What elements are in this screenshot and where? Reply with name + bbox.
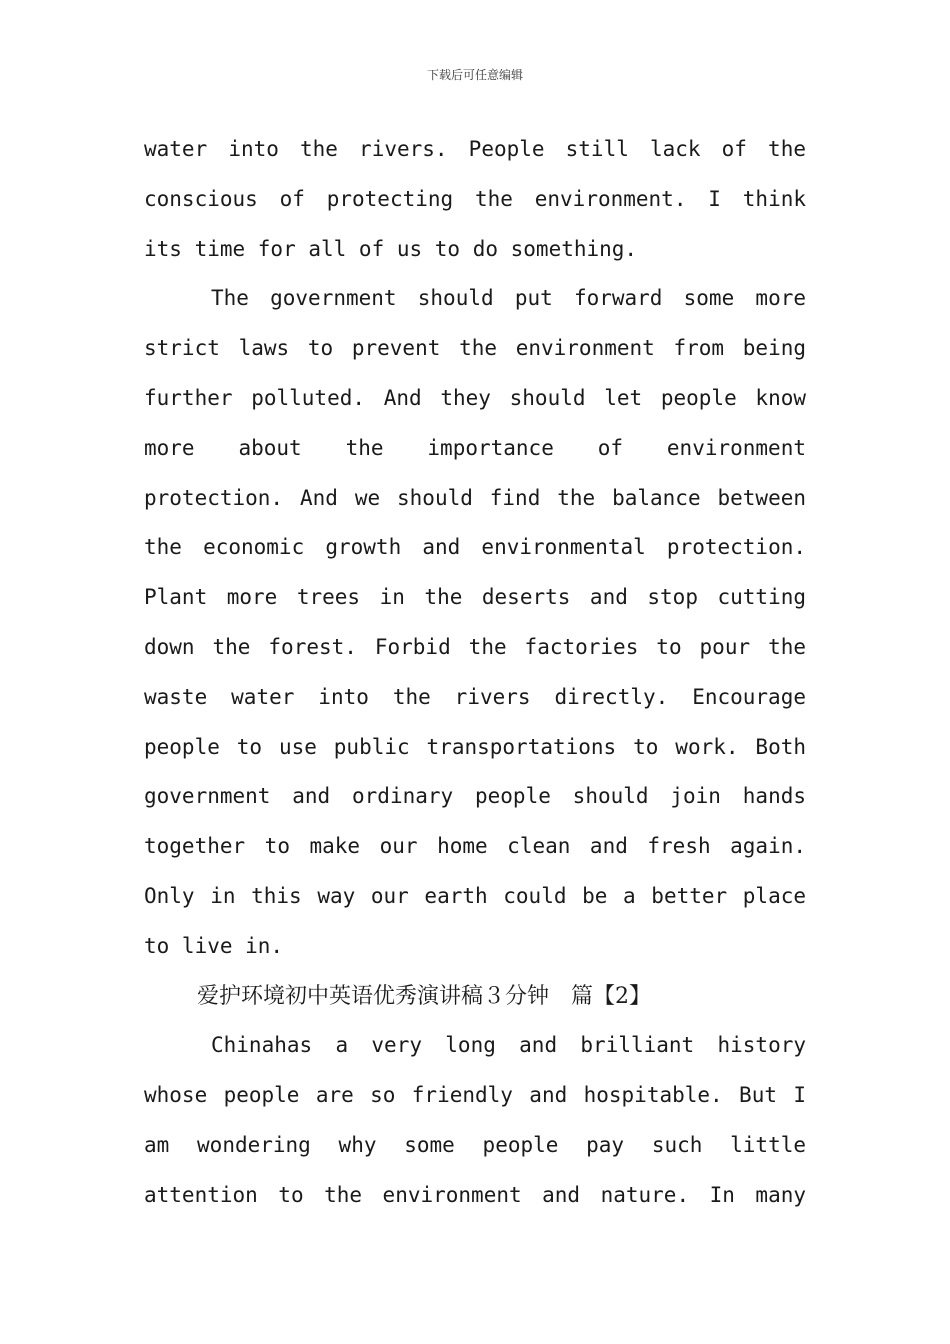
text-line: Only in this way our earth could be a better place [144, 883, 806, 908]
text-line: to live in. [144, 933, 284, 958]
text-line: more about the importance of environment [144, 435, 806, 460]
paragraph-2 [144, 274, 806, 971]
text-line: strict laws to prevent the environment from being [144, 336, 806, 361]
text-line: further polluted. And they should let people know [144, 385, 806, 410]
text-line: the economic growth and environmental protection. [144, 535, 806, 560]
text-line: protection. And we should find the balance between [144, 485, 806, 510]
text-line: government and ordinary people should join hands [144, 784, 806, 809]
text-line: The government should put forward some more [211, 286, 806, 311]
paragraph-1 [144, 125, 806, 274]
document-body [144, 125, 806, 1221]
text-line: water into the rivers. People still lack of the [144, 137, 806, 161]
section-heading: 爱护环境初中英语优秀演讲稿３分钟 篇【2】 [197, 983, 651, 1009]
page-header: 下载后可任意编辑 [426, 68, 523, 82]
paragraph-3 [144, 1021, 806, 1220]
text-line: conscious of protecting the environment. I think [144, 186, 806, 211]
text-line: people to use public transportations to work. Both [144, 734, 806, 759]
text-line: down the forest. Forbid the factories to pour the [144, 634, 806, 659]
text-line: whose people are so friendly and hospitable. But I [144, 1083, 806, 1108]
text-line: together to make our home clean and fresh again. [144, 834, 806, 859]
text-line: waste water into the rivers directly. Encourage [144, 684, 806, 709]
text-line: am wondering why some people pay such little [144, 1132, 806, 1157]
text-line: its time for all of us to do something. [144, 236, 638, 261]
text-line: attention to the environment and nature. In many [144, 1182, 806, 1207]
text-line: Plant more trees in the deserts and stop cutting [144, 585, 806, 610]
text-line: Chinahas a very long and brilliant history [211, 1033, 806, 1058]
